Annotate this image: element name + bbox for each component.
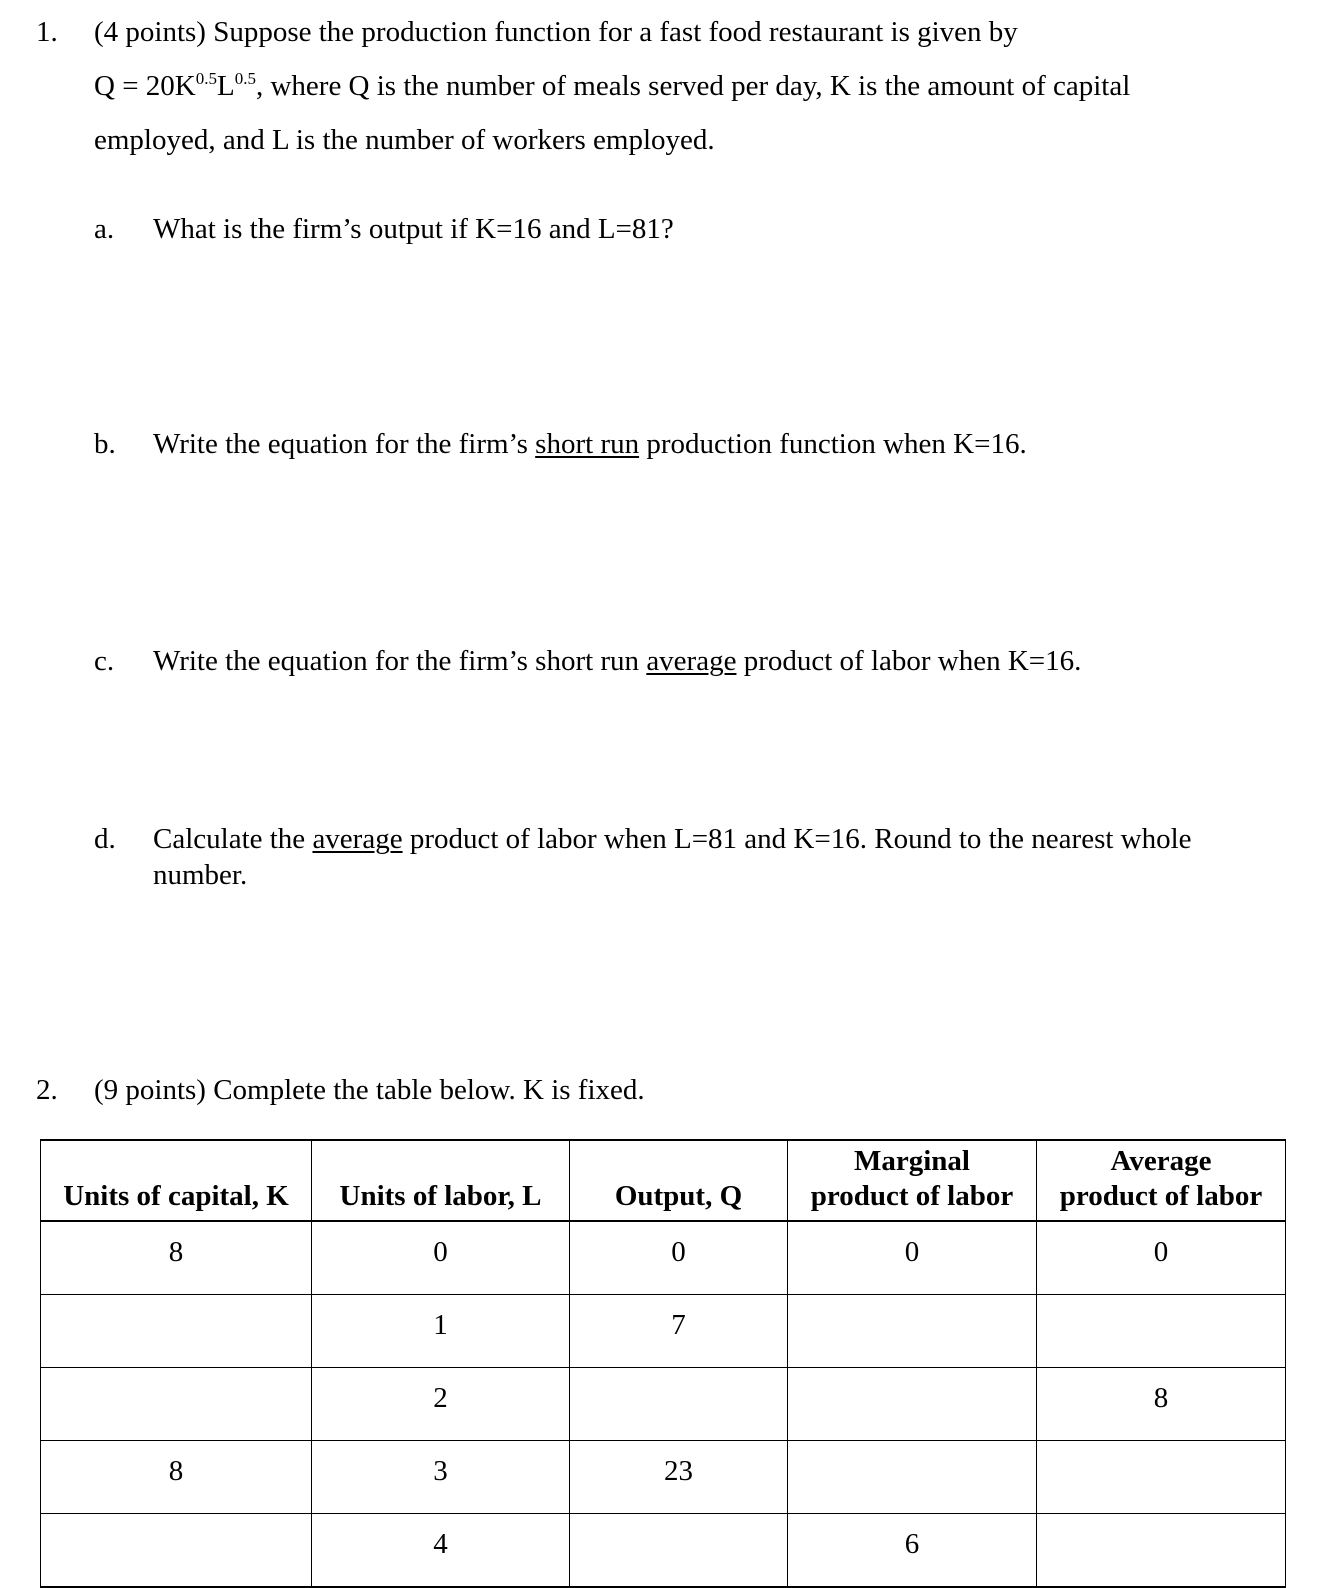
table-row [41,1295,1286,1368]
table-row [41,1221,1286,1295]
table-cell [1037,1514,1286,1588]
header-units-of-capital: Units of capital, K [41,1140,312,1221]
table-cell: 8 [41,1441,312,1514]
table-cell: 8 [41,1221,312,1295]
formula-exponent-k: 0.5 [195,69,217,88]
table-row [41,1441,1286,1514]
part-d-text-line2: number. [153,859,248,891]
table-cell [570,1368,788,1441]
part-b-underlined: short run [535,428,640,460]
formula-prefix: Q = 20K [94,70,196,102]
part-d-text-post: product of labor when L=81 and K=16. Round to the nearest whole [402,823,1192,855]
table-cell: 0 [788,1221,1037,1295]
part-d-underlined: average [312,823,403,855]
formula-exponent-l: 0.5 [234,69,256,88]
table-cell: 3 [312,1441,570,1514]
table-cell [41,1514,312,1588]
question-1-intro-continued: employed, and L is the number of workers employed. [94,124,715,156]
production-function-formula [94,70,1130,103]
table-row [41,1368,1286,1441]
table-header-row [41,1140,1286,1221]
table-row [41,1514,1286,1588]
part-c-underlined: average [646,645,737,677]
question-2-text: (9 points) Complete the table below. K is fixed. [94,1074,645,1106]
part-b-text [153,428,1027,461]
part-d-text-pre: Calculate the [153,823,313,855]
part-d-letter: d. [94,823,116,855]
table-cell: 0 [1037,1221,1286,1295]
table-cell: 0 [570,1221,788,1295]
table-cell [41,1368,312,1441]
part-c-text-pre: Write the equation for the firm’s short run [153,645,647,677]
table-cell [41,1295,312,1368]
header-average-product: Average product of labor [1037,1140,1286,1221]
table-cell: 0 [312,1221,570,1295]
table-cell: 2 [312,1368,570,1441]
part-c-text [153,645,1081,678]
part-c-text-post: product of labor when K=16. [736,645,1082,677]
part-a-text: What is the firm’s output if K=16 and L=81? [153,213,674,245]
part-a-letter: a. [94,213,115,245]
question-1-number: 1. [36,16,58,48]
table-cell [788,1441,1037,1514]
formula-suffix: , where Q is the number of meals served per day, K is the amount of capital [255,70,1131,102]
table-cell [1037,1295,1286,1368]
question-1-intro: (4 points) Suppose the production function for a fast food restaurant is given by [94,16,1018,48]
formula-l: L [217,70,235,102]
table-cell: 7 [570,1295,788,1368]
part-b-letter: b. [94,428,116,460]
production-table [40,1139,1286,1588]
header-marginal-product: Marginal product of labor [788,1140,1037,1221]
part-b-text-post: production function when K=16. [639,428,1027,460]
header-units-of-labor: Units of labor, L [312,1140,570,1221]
table-cell [788,1368,1037,1441]
part-c-letter: c. [94,645,115,677]
table-cell: 1 [312,1295,570,1368]
header-output: Output, Q [570,1140,788,1221]
table-cell [788,1295,1037,1368]
table-cell: 8 [1037,1368,1286,1441]
part-d-text [153,823,1192,856]
table-cell: 6 [788,1514,1037,1588]
part-b-text-pre: Write the equation for the firm’s [153,428,536,460]
table-cell [570,1514,788,1588]
question-2-number: 2. [36,1074,58,1106]
table-cell: 23 [570,1441,788,1514]
table-cell: 4 [312,1514,570,1588]
table-cell [1037,1441,1286,1514]
